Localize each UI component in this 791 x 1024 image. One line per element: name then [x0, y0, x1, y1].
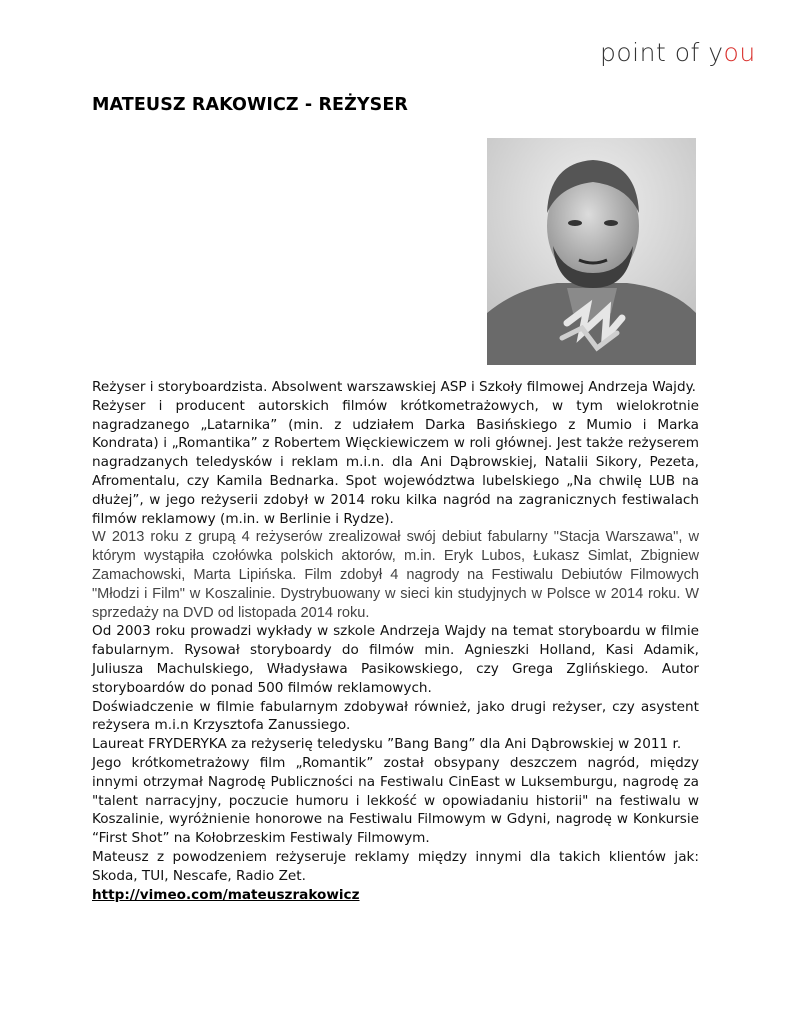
bio-paragraph-6: Laureat FRYDERYKA za reżyserię teledysku ”Bang Bang” dla Ani Dąbrowskiej w 2011 r.	[92, 736, 682, 753]
logo-text-main: point of y	[600, 38, 724, 67]
brand-logo	[600, 38, 780, 74]
page-title: MATEUSZ RAKOWICZ - REŻYSER	[92, 95, 408, 115]
vimeo-link[interactable]: http://vimeo.com/mateuszrakowicz	[92, 886, 360, 903]
portrait-illustration	[487, 138, 696, 365]
bio-paragraph-8: Mateusz z powodzeniem reżyseruje reklamy między innymi dla takich klientów jak: Skoda, TUI, Nescafe, Radio Zet.	[92, 848, 699, 884]
bio-paragraph-7: Jego krótkometrażowy film „Romantik” został obsypany deszczem nagród, między innymi otrzymał Nagrodę Publiczności na Festiwalu CinEast w Luksemburgu, nagrodę za "talent narracyjny, poczucie humoru i lekkość w opowiadaniu historii" na festiwalu w Koszalinie, wyróżnienie honorowe na Festiwalu Filmowym w Gdyni, nagrodę w Konkursie “First Shot” na Kołobrzeskim Festiwaly Filmowym.	[92, 754, 699, 847]
bio-paragraph-5: Doświadczenie w filmie fabularnym zdobywał również, jako drugi reżyser, czy asystent reżysera m.i.n Krzysztofa Zanussiego.	[92, 698, 699, 734]
bio-paragraph-4: Od 2003 roku prowadzi wykłady w szkole Andrzeja Wajdy na temat storyboardu w filmie fabularnym. Rysował storyboardy do filmów min. Agnieszki Holland, Kasi Adamik, Juliusza Machulskiego, Władysława Pasikowskiego, czy Grega Zglińskiego. Autor storyboardów do ponad 500 filmów reklamowych.	[92, 623, 699, 696]
bio-paragraph-2: Reżyser i producent autorskich filmów krótkometrażowych, w tym wielokrotnie nagradzanego „Latarnika” (min. z udziałem Darka Basińskiego z Mumio i Marka Kondrata) i „Romantika” z Robertem Więckiewiczem w roli głównej. Jest także reżyserem nagradzanych teledysków i reklam m.i.n. dla Ani Dąbrowskiej, Natalii Sikory, Pezeta, Afromentalu, czy Kamila Bednarka. Spot województwa lubelskiego „Na chwilę LUB na dłużej”, w jego reżyserii zdobył w 2014 roku kilka nagród na zagranicznych festiwalach filmów reklamowy (m.in. w Berlinie i Rydze).	[92, 397, 699, 527]
bio-paragraph-3: W 2013 roku z grupą 4 reżyserów zrealizował swój debiut fabularny "Stacja Warszawa", w którym wystąpiła czołówka polskich aktorów, m.in. Eryk Lubos, Łukasz Simlat, Zbigniew Zamachowski, Marta Lipińska. Film zdobył 4 nagrody na Festiwalu Debiutów Filmowych "Młodzi i Film" w Koszalinie. Dystrybuowany w sieci kin studyjnych w Polsce w 2014 roku. W sprzedaży na DVD od listopada 2014 roku.	[92, 529, 699, 621]
bio-text	[92, 378, 699, 904]
logo-text-accent-2: u	[739, 38, 756, 67]
bio-paragraph-1: Reżyser i storyboardzista. Absolwent warszawskiej ASP i Szkoły filmowej Andrzeja Wajdy.	[92, 379, 697, 395]
logo-text-accent: o	[723, 38, 740, 67]
portrait-photo	[487, 138, 696, 365]
